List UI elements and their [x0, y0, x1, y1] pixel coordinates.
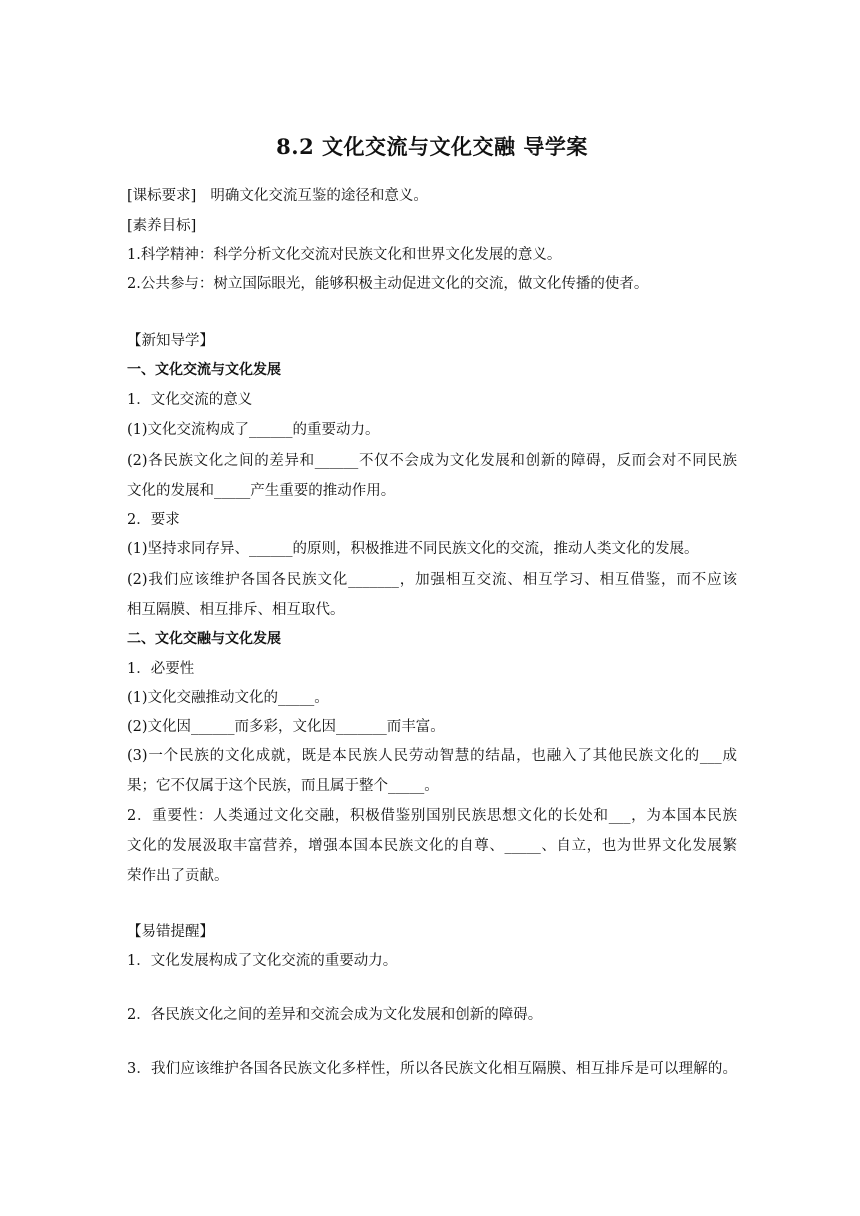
fill-in-line: (2)我们应该维护各国各民族文化_______，加强相互交流、相互学习、相互借鉴，而不应该: [127, 572, 737, 588]
goal-item: 1.科学精神：科学分析文化交流对民族文化和世界文化发展的意义。: [127, 247, 562, 263]
importance-line: 荣作出了贡献。: [127, 868, 229, 884]
goal-item: 2.公共参与：树立国际眼光，能够积极主动促进文化的交流，做文化传播的使者。: [127, 276, 649, 292]
subsection-title: 1．必要性: [127, 661, 195, 677]
fill-in-line: 果；它不仅属于这个民族，而且属于整个_____。: [127, 778, 439, 794]
requirement-tag: [课标要求]: [127, 188, 197, 204]
subsection-title: 1．文化交流的意义: [127, 392, 253, 408]
new-knowledge-header: 【新知导学】: [127, 333, 214, 349]
fill-in-line: (1)坚持求同存异、______的原则，积极推进不同民族文化的交流，推动人类文化的发展。: [127, 541, 699, 557]
fill-in-line: 相互隔膜、相互排斥、相互取代。: [127, 602, 345, 618]
fill-in-line: (1)文化交流构成了______的重要动力。: [127, 422, 380, 438]
goals-tag: [素养目标]: [127, 218, 197, 234]
page-title: 8.2 文化交流与文化交融 导学案: [276, 134, 588, 159]
requirement-text: 明确文化交流互鉴的途径和意义。: [210, 188, 428, 204]
subsection-title: 2．要求: [127, 512, 180, 528]
fill-in-line: 文化的发展和_____产生重要的推动作用。: [127, 483, 396, 499]
importance-line: 2．重要性：人类通过文化交融，积极借鉴别国别民族思想文化的长处和___，为本国本民族: [127, 808, 737, 824]
fill-in-line: (2)各民族文化之间的差异和______不仅不会成为文化发展和创新的障碍，反而会对不同民族: [127, 453, 737, 469]
error-item: 2．各民族文化之间的差异和交流会成为文化发展和创新的障碍。: [127, 1007, 543, 1023]
fill-in-line: (1)文化交融推动文化的_____。: [127, 690, 329, 706]
fill-in-line: (3)一个民族的文化成就，既是本民族人民劳动智慧的结晶，也融入了其他民族文化的___成: [127, 748, 737, 764]
fill-in-line: (2)文化因______而多彩，文化因_______而丰富。: [127, 719, 445, 735]
section-heading: 一、文化交流与文化发展: [127, 362, 281, 378]
error-reminders-header: 【易错提醒】: [127, 924, 214, 940]
importance-line: 文化的发展汲取丰富营养，增强本国本民族文化的自尊、_____、自立，也为世界文化发展繁: [127, 838, 737, 854]
section-heading: 二、文化交融与文化发展: [127, 631, 281, 647]
error-item: 1．文化发展构成了文化交流的重要动力。: [127, 953, 398, 969]
error-item: 3．我们应该维护各国各民族文化多样性，所以各民族文化相互隔膜、相互排斥是可以理解的。: [127, 1061, 737, 1077]
curriculum-requirement: [127, 186, 737, 206]
